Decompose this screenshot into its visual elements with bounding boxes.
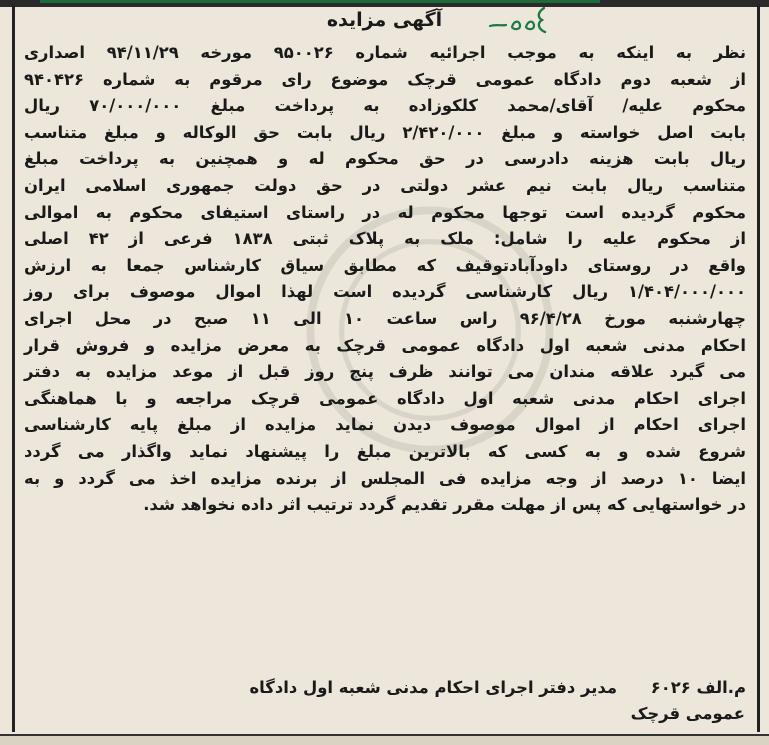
notice-body-line: متناسب ریال بابت نیم عشر دولتی در حق دولت جمهوری اسلامی ایران	[24, 175, 746, 195]
notice-body-line: احکام مدنی شعبه اول دادگاه عمومی قرچک به معرض مزایده و فروش قرار	[24, 335, 746, 355]
notice-body-line: از شعبه دوم دادگاه عمومی قرچک موضوع رای مرقوم به شماره ۹۴۰۴۲۶	[24, 69, 746, 89]
notice-footer	[24, 675, 746, 701]
notice-body-line: می گیرد علاقه مندان می توانند ظرف پنج روز قبل از موعد مزایده به دفتر	[24, 362, 746, 382]
bottom-border-strip	[0, 734, 769, 745]
notice-body-line: اجرای احکام از اموال موصوف دیدن نماید مزایده از مبلغ پایه کارشناسی	[24, 415, 746, 435]
notice-body-line: ریال بابت هزینه دادرسی در حق محکوم له و همچنین به پرداخت مبلغ	[24, 149, 746, 169]
notice-body-line: محکوم علیه/ آقای/محمد کلکوزاده به پرداخت مبلغ ۷۰/۰۰۰/۰۰۰ ریال	[24, 96, 746, 116]
signature-line-2: عمومی قرچک	[630, 704, 745, 723]
notice-body-line: از محکوم علیه را شامل: ملک به پلاک ثبتی ۱۸۳۸ فرعی از ۴۲ اصلی	[24, 229, 746, 249]
notice-body-line: واقع در روستای داودآبادتوقیف که مطابق سیاق کارشناس جمعا به ارزش	[24, 255, 746, 275]
notice-body-line: چهارشنبه مورخ ۹۶/۴/۲۸ راس ساعت ۱۰ الی ۱۱ صبح در محل اجرای	[24, 308, 746, 328]
notice-body-line: ایضا ۱۰ درصد از وجه مزایده فی المجلس از برنده مزایده اخذ می گردد و به	[24, 468, 746, 488]
notice-body-line: محکوم گردیده است توجها محکوم له در راستای استیفای محکوم به اموالی	[24, 202, 746, 222]
notice-body-line: اجرای احکام مدنی شعبه اول دادگاه عمومی قرچک مراجعه و با هماهنگی	[24, 388, 746, 408]
notice-body-line: بابت اصل خواسته و مبلغ ۲/۴۲۰/۰۰۰ ریال بابت حق الوکاله و مبلغ متناسب	[24, 122, 746, 142]
signature-line-1: مدیر دفتر اجرای احکام مدنی شعبه اول دادگاه	[249, 678, 617, 697]
notice-body-line: نظر به اینکه به موجب اجرائیه شماره ۹۵۰۰۲۶ مورخه ۹۴/۱۱/۲۹ اصداری	[24, 43, 746, 62]
top-border-accent	[40, 0, 600, 3]
notice-body-line: ۱/۴۰۴/۰۰۰/۰۰۰ ریال کارشناسی گردیده است لهذا اموال موصوف برای روز	[24, 282, 746, 302]
notice-reference-number: م.الف ۶۰۲۶	[650, 678, 746, 697]
notice-body-line: در خواستهایی که پس از مهلت مقرر تقدیم گردد ترتیب اثر داده نخواهد شد.	[143, 495, 746, 515]
notice-title: آگهی مزایده	[326, 9, 443, 31]
notice-body-line: شروع شده و به کسی که بالاترین مبلغ را پیشنهاد نماید واگذار می گردد	[24, 441, 746, 461]
notice-body	[24, 40, 746, 519]
